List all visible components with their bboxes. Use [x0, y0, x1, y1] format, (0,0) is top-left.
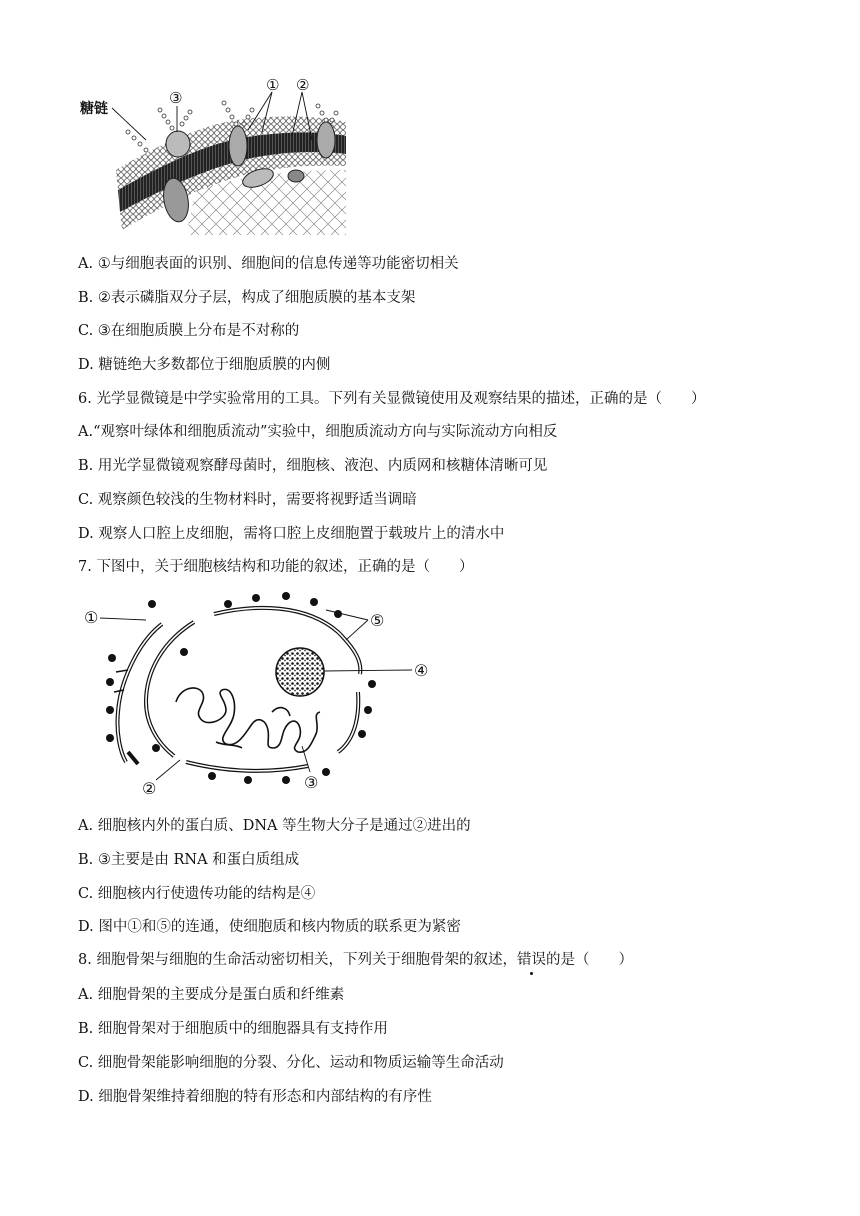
q7-option-b: B. ③主要是由 RNA 和蛋白质组成 — [78, 852, 300, 868]
q6-option-a: A.“观察叶绿体和细胞质流动”实验中，细胞质流动方向与实际流动方向相反 — [78, 424, 558, 440]
q5-option-b: B. ②表示磷脂双分子层，构成了细胞质膜的基本支架 — [78, 290, 416, 306]
q8-option-a: A. 细胞骨架的主要成分是蛋白质和纤维素 — [78, 987, 345, 1003]
nucleus-figure — [76, 592, 436, 802]
q6-stem: 6. 光学显微镜是中学实验常用的工具。下列有关显微镜使用及观察结果的描述，正确的是（ ） — [78, 391, 706, 407]
q8-stem-before: 8. 细胞骨架与细胞的生命活动密切相关，下列关于细胞骨架的叙述， — [78, 952, 517, 968]
figure2-label-3: ③ — [304, 773, 319, 792]
q8-stem — [78, 950, 633, 970]
protein-center — [229, 126, 247, 166]
q8-option-c: C. 细胞骨架能影响细胞的分裂、分化、运动和物质运输等生命活动 — [78, 1055, 504, 1071]
chromatin — [176, 688, 320, 752]
figure2-label-1: ① — [84, 608, 99, 627]
cell-membrane-figure — [76, 70, 356, 240]
endoplasmic-reticulum — [117, 624, 162, 762]
q8-stem-after: 的是（ ） — [545, 952, 633, 968]
q7-option-a: A. 细胞核内外的蛋白质、DNA 等生物大分子是通过②进出的 — [78, 818, 471, 834]
protein-3 — [166, 131, 190, 157]
q8-option-d: D. 细胞骨架维持着细胞的特有形态和内部结构的有序性 — [78, 1089, 432, 1105]
q7-stem: 7. 下图中，关于细胞核结构和功能的叙述，正确的是（ ） — [78, 559, 474, 575]
figure1-label-1: ① — [266, 76, 280, 94]
q7-option-d: D. 图中①和⑤的连通，使细胞质和核内物质的联系更为紧密 — [78, 919, 461, 935]
q5-option-d: D. 糖链绝大多数都位于细胞质膜的内侧 — [78, 357, 331, 373]
q6-option-b: B. 用光学显微镜观察酵母菌时，细胞核、液泡、内质网和核糖体清晰可见 — [78, 458, 548, 474]
figure1-label-3: ③ — [169, 89, 183, 107]
figure1-label-2: ② — [296, 76, 310, 94]
q6-option-d: D. 观察人口腔上皮细胞，需将口腔上皮细胞置于载玻片上的清水中 — [78, 526, 505, 542]
q5-option-c: C. ③在细胞质膜上分布是不对称的 — [78, 323, 300, 339]
nucleolus — [276, 648, 324, 696]
figure2-label-4: ④ — [414, 661, 429, 680]
protein-small — [288, 170, 304, 182]
q8-stem-emphasis: 错误 — [516, 952, 546, 968]
q7-option-c: C. 细胞核内行使遗传功能的结构是④ — [78, 886, 316, 902]
figure1-label-tang: 糖链 — [80, 101, 108, 117]
q6-option-c: C. 观察颜色较浅的生物材料时，需要将视野适当调暗 — [78, 492, 417, 508]
protein-right — [317, 122, 335, 158]
q8-option-b: B. 细胞骨架对于细胞质中的细胞器具有支持作用 — [78, 1021, 388, 1037]
figure2-label-2: ② — [142, 779, 157, 798]
nuclear-envelope — [146, 608, 360, 771]
figure2-label-5: ⑤ — [370, 611, 385, 630]
q5-option-a: A. ①与细胞表面的识别、细胞间的信息传递等功能密切相关 — [78, 256, 459, 272]
